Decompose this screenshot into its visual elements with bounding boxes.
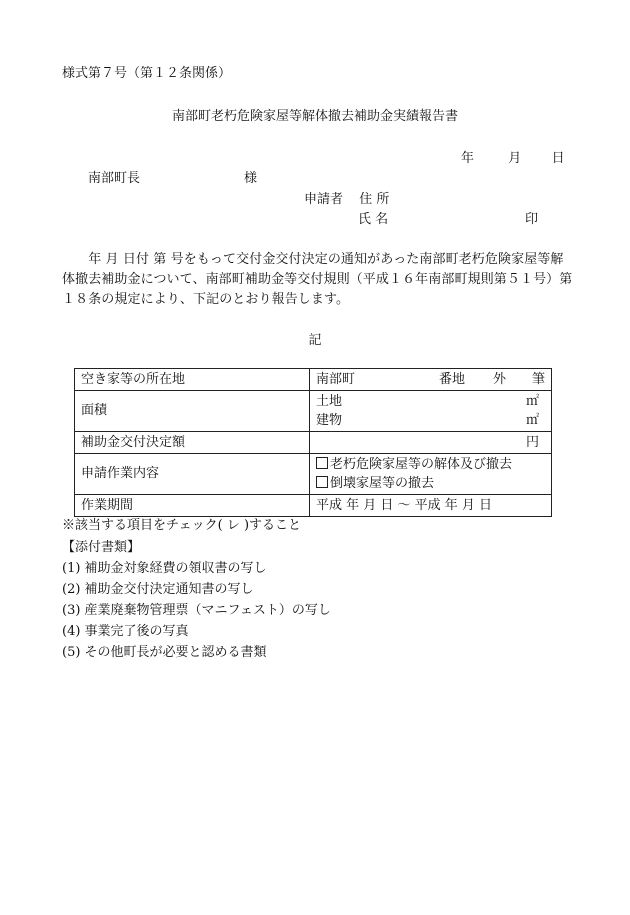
location-value (310, 369, 552, 391)
name-label: 氏 名 (358, 212, 389, 227)
attachment-item: (2) 補助金交付決定通知書の写し (62, 582, 254, 597)
document-title: 南部町老朽危険家屋等解体撤去補助金実績報告書 (171, 109, 458, 124)
table-row (75, 432, 552, 454)
attachment-item: (3) 産業廃棄物管理票（マニフェスト）の写し (62, 603, 331, 618)
checkbox-icon[interactable] (316, 457, 328, 469)
period-label: 作業期間 (75, 495, 310, 517)
attachments-title: 【添付書類】 (62, 540, 141, 555)
table-row (75, 495, 552, 517)
attachment-item: (5) その他町長が必要と認める書類 (62, 645, 267, 660)
work-option-2[interactable]: 倒壊家屋等の撤去 (316, 474, 545, 493)
attachment-item: (4) 事業完了後の写真 (62, 624, 189, 639)
area-building-unit: ㎡ (525, 412, 539, 428)
area-value (310, 391, 552, 432)
grant-value (310, 432, 552, 454)
date-line (461, 151, 565, 167)
seal-mark: 印 (524, 212, 538, 227)
checkbox-icon[interactable] (316, 476, 328, 488)
area-building: 建物 (316, 412, 343, 428)
table-row (75, 454, 552, 495)
address-label: 住 所 (359, 192, 390, 207)
location-banchi: 番地 (438, 371, 465, 387)
area-land: 土地 (316, 393, 343, 409)
applicant-role: 申請者 (304, 192, 344, 207)
applicant-name (358, 212, 538, 228)
date-year: 年 (461, 151, 475, 166)
location-soto: 外 (492, 371, 506, 387)
check-note: ※該当する項目をチェック( レ )すること (62, 518, 302, 533)
attachment-item: (1) 補助金対象経費の領収書の写し (62, 561, 267, 576)
period-value: 平成 年 月 日 〜 平成 年 月 日 (310, 495, 552, 517)
location-hitsu: 筆 (531, 371, 545, 387)
body-text: 年 月 日付 第 号をもって交付金交付決定の通知があった南部町老朽危険家屋等解体撤去補助金について、南部町補助金等交付規則（平成１６年南部町規則第５１号）第１８条の規定により、下記のとおり報告します。 (62, 252, 573, 307)
location-town: 南部町 (316, 371, 356, 387)
work-option-1[interactable]: 老朽危険家屋等の解体及び撤去 (316, 455, 545, 474)
work-label: 申請作業内容 (75, 454, 310, 495)
grant-label: 補助金交付決定額 (75, 432, 310, 454)
area-label: 面積 (75, 391, 310, 432)
report-table (74, 368, 552, 517)
table-row (75, 369, 552, 391)
applicant-address (304, 192, 389, 208)
date-month: 月 (508, 151, 522, 166)
recipient-name: 南部町長 (88, 171, 141, 186)
date-day: 日 (551, 151, 565, 166)
recipient-honorific: 様 (244, 171, 258, 186)
grant-unit: 円 (525, 434, 539, 450)
ki-heading: 記 (308, 333, 322, 348)
work-value (310, 454, 552, 495)
location-label: 空き家等の所在地 (75, 369, 310, 391)
table-row (75, 391, 552, 432)
form-number: 様式第７号（第１２条関係） (62, 66, 232, 81)
area-land-unit: ㎡ (525, 393, 539, 409)
recipient (88, 171, 258, 187)
